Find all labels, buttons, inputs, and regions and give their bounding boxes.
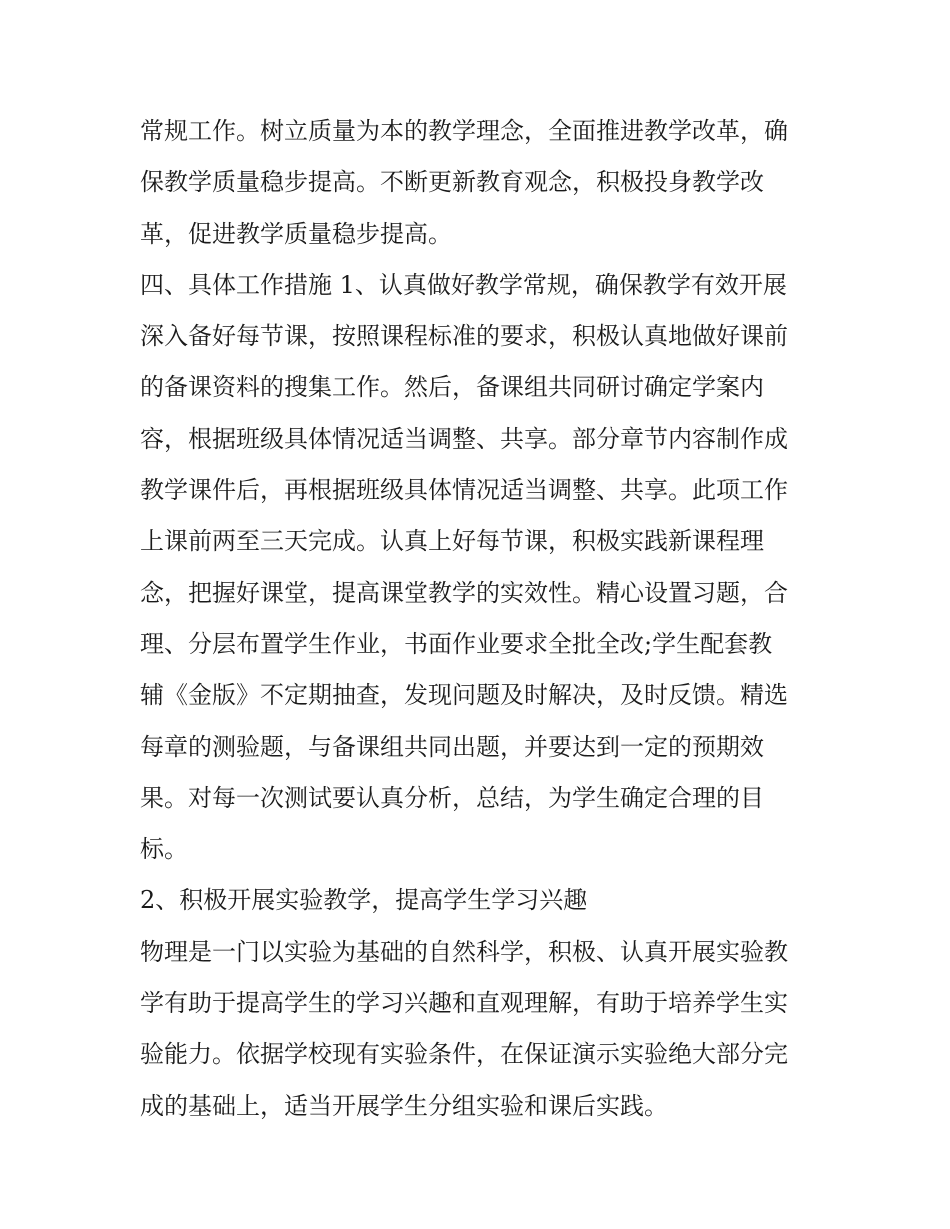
- text-line: 理、分层布置学生作业，书面作业要求全批全改;学生配套教: [140, 629, 773, 658]
- text-line: 念，把握好课堂，提高课堂教学的实效性。精心设置习题，合: [140, 578, 788, 607]
- text-line: 物理是一门以实验为基础的自然科学，积极、认真开展实验教: [140, 937, 788, 966]
- text-line: 学有助于提高学生的学习兴趣和直观理解，有助于培养学生实: [140, 989, 788, 1018]
- text-line: 验能力。依据学校现有实验条件，在保证演示实验绝大部分完: [140, 1040, 788, 1069]
- text-line: 上课前两至三天完成。认真上好每节课，积极实践新课程理: [140, 527, 764, 556]
- text-line: 常规工作。树立质量为本的教学理念，全面推进教学改革，确: [140, 117, 788, 145]
- subheading-line: 2、积极开展实验教学，提高学生学习兴趣: [140, 886, 588, 915]
- section-heading-line: 四、具体工作措施 1、认真做好教学常规，确保教学有效开展: [140, 270, 787, 299]
- text-line: 革，促进教学质量稳步提高。: [140, 219, 452, 248]
- text-line: 容，根据班级具体情况适当调整、共享。部分章节内容制作成: [140, 424, 788, 453]
- text-line: 教学课件后，再根据班级具体情况适当调整、共享。此项工作: [140, 476, 788, 505]
- text-line: 辅《金版》不定期抽查，发现问题及时解决，及时反馈。精选: [140, 681, 788, 710]
- text-line: 深入备好每节课，按照课程标准的要求，积极认真地做好课前: [140, 322, 788, 351]
- text-line: 标。: [140, 835, 188, 864]
- text-line: 的备课资料的搜集工作。然后，备课组共同研讨确定学案内: [140, 373, 764, 402]
- text-line: 每章的测验题，与备课组共同出题，并要达到一定的预期效: [140, 732, 764, 761]
- body-text: [140, 106, 830, 1132]
- text-line: 成的基础上，适当开展学生分组实验和课后实践。: [140, 1091, 668, 1120]
- text-line: 果。对每一次测试要认真分析，总结，为学生确定合理的目: [140, 783, 764, 812]
- text-line: 保教学质量稳步提高。不断更新教育观念，积极投身教学改: [140, 168, 764, 197]
